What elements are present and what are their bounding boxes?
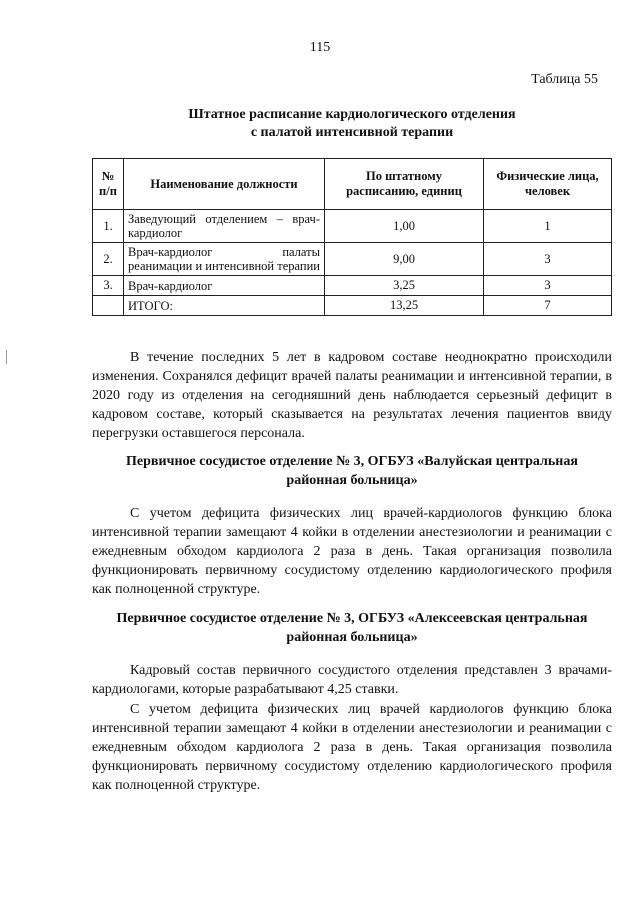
row-persons: 1 [484, 210, 612, 243]
heading-line-1: Первичное сосудистое отделение № 3, ОГБУЗ «Валуйская центральная [126, 454, 578, 469]
row-position: Заведующий отделением – врач-кардиолог [124, 210, 325, 243]
row-units: 3,25 [325, 276, 484, 296]
page-number: 115 [309, 40, 331, 55]
row-number: 3. [93, 276, 124, 296]
row-position: ИТОГО: [124, 296, 325, 316]
paragraph-alekseevka-icu: С учетом дефицита физических лиц врачей кардиологов функцию блока интенсивной терапии замещают 4 койки в отделении анестезиологии и реанимации с ежедневным обходом кардиолога 2 раза в день. Такая организация позволила функционировать первичному сосудистому отделению кардиологического профиля как полноценной структуре. [92, 702, 612, 793]
table-title-line-1: Штатное расписание кардиологического отделения [188, 107, 516, 122]
header-position: Наименование должности [124, 159, 325, 210]
heading-line-2: районная больница» [286, 473, 418, 488]
row-number: 1. [93, 210, 124, 243]
header-persons: Физические лица, человек [484, 159, 612, 210]
paragraph-valuyki: С учетом дефицита физических лиц врачей-кардиологов функцию блока интенсивной терапии замещают 4 койки в отделении анестезиологии и реанимации с ежедневным обходом кардиолога 2 раза в день. Такая организация позволила функционировать первичному сосудистому отделению кардиологического профиля как полноценной структуре. [92, 506, 612, 597]
table-title [92, 106, 612, 142]
row-units: 1,00 [325, 210, 484, 243]
heading-line-1: Первичное сосудистое отделение № 3, ОГБУЗ «Алексеевская центральная [116, 611, 588, 626]
row-position: Врач-кардиолог палаты реанимации и интенсивной терапии [124, 243, 325, 276]
row-persons: 7 [484, 296, 612, 316]
table-total-row [93, 296, 612, 316]
row-persons: 3 [484, 243, 612, 276]
paragraph-staff-changes: В течение последних 5 лет в кадровом составе неоднократно происходили изменения. Сохранялся дефицит врачей палаты реанимации и интенсивной терапии, в 2020 году из отделения на сегодняшний день наблюдается серьезный дефицит в кадровом составе, который сказывается на результатах лечения пациентов ввиду перегрузки оставшегося персонала. [92, 350, 612, 441]
paragraph-alekseevka-staff: Кадровый состав первичного сосудистого отделения представлен 3 врачами-кардиологами, которые разрабатывают 4,25 ставки. [92, 663, 612, 697]
row-number: 2. [93, 243, 124, 276]
header-units: По штатному расписанию, единиц [325, 159, 484, 210]
table-title-line-2: с палатой интенсивной терапии [250, 125, 454, 140]
row-persons: 3 [484, 276, 612, 296]
row-position: Врач-кардиолог [124, 276, 325, 296]
section-heading-alekseevka [92, 609, 612, 647]
header-number: № п/п [93, 159, 124, 210]
table-header-row [93, 159, 612, 210]
table-row [93, 210, 612, 243]
heading-line-2: районная больница» [286, 630, 418, 645]
row-number [93, 296, 124, 316]
table-label: Таблица 55 [531, 72, 598, 87]
staff-table [92, 158, 612, 316]
row-units: 13,25 [325, 296, 484, 316]
margin-mark [6, 350, 7, 364]
section-heading-valuyki [92, 452, 612, 490]
row-units: 9,00 [325, 243, 484, 276]
table-row [93, 276, 612, 296]
table-row [93, 243, 612, 276]
